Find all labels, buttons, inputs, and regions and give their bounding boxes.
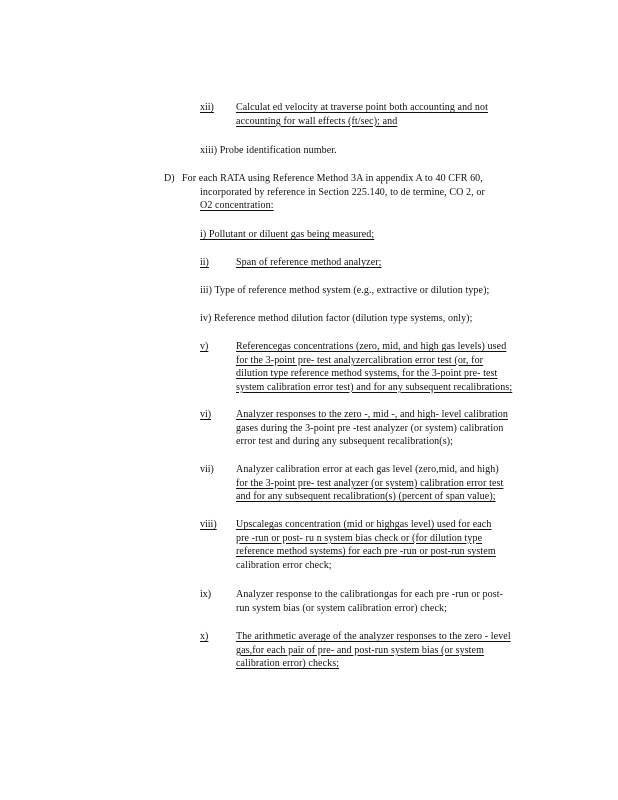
section-d-label: D) bbox=[164, 173, 175, 184]
item-v-line-1: Referencegas concentrations (zero, mid, and high gas levels) used bbox=[236, 341, 507, 352]
item-ix-line-1: Analyzer response to the calibrationgas for each pre -run or post- bbox=[236, 589, 504, 600]
item-xii-line-2: accounting for wall effects (ft/sec); and bbox=[236, 115, 398, 127]
item-xiii-text: xiii) Probe identification number. bbox=[200, 145, 337, 156]
item-iii bbox=[200, 284, 489, 298]
item-x bbox=[236, 630, 511, 671]
item-x-line-2: gas,for each pair of pre- and post-run system bias (or system bbox=[236, 644, 484, 656]
item-v-line-3: dilution type reference method systems, for the 3-point pre- test bbox=[236, 368, 498, 379]
item-xiii bbox=[200, 144, 337, 158]
item-i bbox=[200, 228, 374, 242]
item-vi-line-1: Analyzer responses to the zero -, mid -, and high- level calibration bbox=[236, 409, 508, 420]
item-viii-line-3: reference method systems) for each pre -run or post-run system bbox=[236, 546, 496, 557]
section-d-line-1: For each RATA using Reference Method 3A in appendix A to 40 CFR 60, bbox=[182, 173, 483, 184]
item-x-label: x) bbox=[200, 631, 209, 642]
item-vii-line-3: and for any subsequent recalibration(s) (percent of span value); bbox=[236, 491, 496, 502]
item-vi-line-2: gases during the 3-point pre -test analyzer (or system) calibration bbox=[236, 422, 504, 434]
item-xii-label: xii) bbox=[200, 102, 214, 113]
item-viii-line-2: pre -run or post- ru n system bias check or (for dilution type bbox=[236, 532, 483, 544]
item-iv bbox=[200, 312, 472, 326]
item-vi-label: vi) bbox=[200, 409, 212, 420]
item-ii bbox=[236, 256, 382, 270]
section-d-line-3: O2 concentration: bbox=[200, 200, 274, 211]
item-v-line-2: for the 3-point pre- test analyzercalibration error test (or, for bbox=[236, 354, 484, 366]
item-xii-text bbox=[236, 101, 488, 128]
item-viii-line-1: Upscalegas concentration (mid or highgas level) used for each bbox=[236, 519, 492, 530]
item-viii-label: viii) bbox=[200, 519, 217, 530]
item-ix bbox=[236, 588, 503, 615]
section-d-continuation bbox=[200, 186, 485, 213]
section-d-line-2: incorporated by reference in Section 225.140, to de termine, CO 2, or bbox=[200, 186, 485, 198]
item-vi-line-3: error test and during any subsequent recalibration(s); bbox=[236, 436, 453, 447]
item-vii-line-2: for the 3-point pre- test analyzer (or system) calibration error test bbox=[236, 477, 504, 489]
item-ii-text: Span of reference method analyzer; bbox=[236, 257, 382, 268]
item-x-line-1: The arithmetic average of the analyzer responses to the zero - level bbox=[236, 631, 511, 642]
item-vi bbox=[236, 408, 508, 449]
item-i-text: i) Pollutant or diluent gas being measured; bbox=[200, 229, 375, 240]
item-vii-label: vii) bbox=[200, 464, 214, 475]
item-v-label: v) bbox=[200, 341, 209, 352]
item-xii-line-1: Calculat ed velocity at traverse point both accounting and not bbox=[236, 102, 488, 113]
item-ix-label: ix) bbox=[200, 589, 212, 600]
item-v bbox=[236, 340, 512, 394]
item-vii-line-1: Analyzer calibration error at each gas level (zero,mid, and high) bbox=[236, 464, 499, 475]
item-x-line-3: calibration error) checks; bbox=[236, 658, 340, 669]
item-viii bbox=[236, 518, 496, 572]
item-ix-line-2: run system bias (or system calibration error) check; bbox=[236, 602, 447, 614]
item-vii bbox=[236, 463, 503, 504]
item-viii-line-4: calibration error check; bbox=[236, 559, 332, 571]
item-iii-text: iii) Type of reference method system (e.g., extractive or dilution type); bbox=[200, 285, 490, 296]
item-ii-label: ii) bbox=[200, 257, 209, 268]
section-d-text bbox=[182, 172, 483, 186]
item-iv-text: iv) Reference method dilution factor (dilution type systems, only); bbox=[200, 313, 473, 324]
item-v-line-4: system calibration error test) and for any subsequent recalibrations; bbox=[236, 381, 513, 393]
